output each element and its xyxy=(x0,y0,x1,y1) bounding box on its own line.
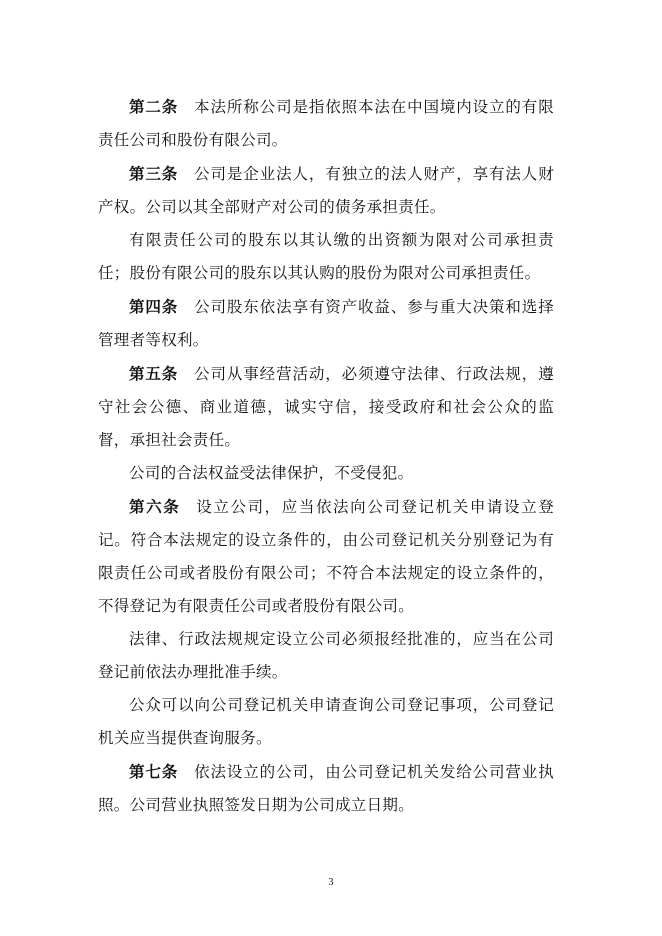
article-5-continuation xyxy=(98,457,554,490)
article-6-continuation-2 xyxy=(98,689,554,755)
article-3-continuation xyxy=(98,224,554,290)
article-3-paragraph xyxy=(98,157,554,224)
page-number: 3 xyxy=(328,877,334,888)
paragraph-text: 设立公司，应当依法向公司登记机关申请设立登记。符合本法规定的设立条件的，由公司登记机关分别登记为有限责任公司或者股份有限公司；不符合本法规定的设立条件的，不得登记为有限责任公司或者股份有限公司。 xyxy=(98,498,554,615)
document-body xyxy=(98,90,554,822)
paragraph-text: 公司的合法权益受法律保护，不受侵犯。 xyxy=(129,464,414,482)
paragraph-text: 公司是企业法人，有独立的法人财产，享有法人财产权。公司以其全部财产对公司的债务承担责任。 xyxy=(98,165,554,216)
article-label: 第七条 xyxy=(129,762,179,781)
article-2-paragraph xyxy=(98,90,554,157)
article-label: 第四条 xyxy=(129,297,179,316)
article-6-continuation-1 xyxy=(98,623,554,689)
article-label: 第五条 xyxy=(129,364,179,383)
paragraph-text: 有限责任公司的股东以其认缴的出资额为限对公司承担责任；股份有限公司的股东以其认购的股份为限对公司承担责任。 xyxy=(98,231,554,282)
article-6-paragraph xyxy=(98,490,554,623)
paragraph-text: 公众可以向公司登记机关申请查询公司登记事项，公司登记机关应当提供查询服务。 xyxy=(98,696,554,747)
article-label: 第二条 xyxy=(129,97,179,116)
paragraph-text: 法律、行政法规规定设立公司必须报经批准的，应当在公司登记前依法办理批准手续。 xyxy=(98,630,554,681)
article-7-paragraph xyxy=(98,755,554,822)
article-label: 第六条 xyxy=(129,497,181,516)
paragraph-text: 本法所称公司是指依照本法在中国境内设立的有限责任公司和股份有限公司。 xyxy=(98,98,554,149)
paragraph-text: 依法设立的公司，由公司登记机关发给公司营业执照。公司营业执照签发日期为公司成立日期。 xyxy=(98,763,554,814)
article-4-paragraph xyxy=(98,290,554,357)
article-label: 第三条 xyxy=(129,164,179,183)
paragraph-text: 公司从事经营活动，必须遵守法律、行政法规，遵守社会公德、商业道德，诚实守信，接受政府和社会公众的监督，承担社会责任。 xyxy=(98,365,554,449)
paragraph-text: 公司股东依法享有资产收益、参与重大决策和选择管理者等权利。 xyxy=(98,298,554,349)
article-5-paragraph xyxy=(98,357,554,457)
